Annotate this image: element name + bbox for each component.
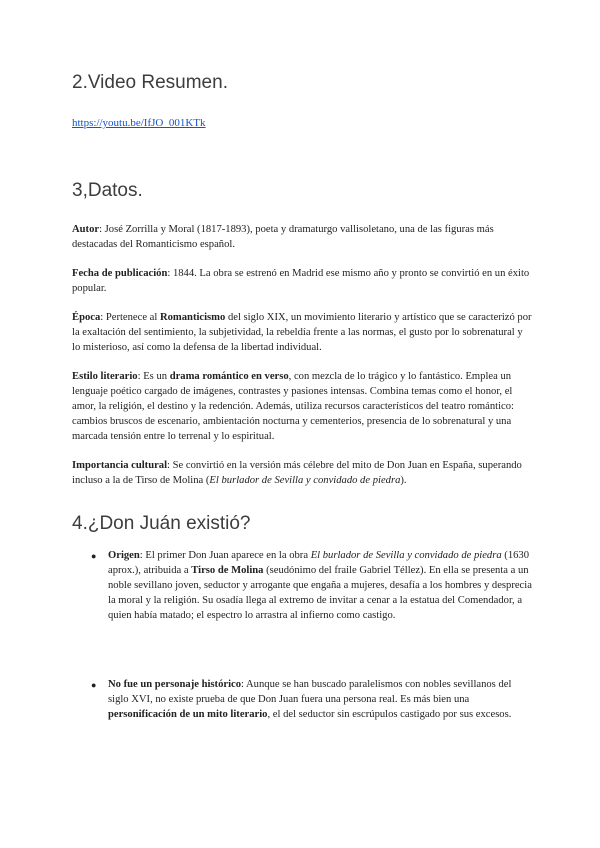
heading-don-juan-existio: 4.¿Don Juán existió? <box>72 513 251 534</box>
bold-drama-romantico: drama romántico en verso <box>169 371 289 382</box>
bold-tirso: Tirso de Molina <box>191 565 264 576</box>
italic-burlador-2: El burlador de Sevilla y convidado de piedra <box>310 550 502 561</box>
paragraph-importancia <box>72 458 532 488</box>
bullet-origen <box>108 548 532 623</box>
text-estilo-2: , con mezcla de lo trágico y lo fantástico. Emplea un lenguaje poético cargado de imágenes, contrastes y pasiones intensas. Combina temas como el honor, el amor, la religión, el destino y la redención. Además, utiliza recursos característicos del teatro romántico: cambios bruscos de escenario, ambientación nocturna y cementerios, presencia de lo sobrenatural y una marcada tensión entre lo terrenal y lo espiritual. <box>72 371 514 442</box>
bold-personificacion: personificación de un mito literario <box>108 709 268 720</box>
bold-romanticismo: Romanticismo <box>159 312 226 323</box>
label-fecha: Fecha de publicación <box>72 268 168 279</box>
label-no-historico: No fue un personaje histórico <box>108 679 242 690</box>
youtube-link[interactable]: https://youtu.be/IfJO_001KTk <box>72 117 206 129</box>
text-autor: : José Zorrilla y Moral (1817-1893), poeta y dramaturgo vallisoletano, una de las figuras más destacadas del Romanticismo español. <box>72 224 494 250</box>
label-epoca: Época <box>72 312 101 323</box>
paragraph-fecha <box>72 266 532 296</box>
text-origen-2: (1630 aprox.), atribuida a <box>108 550 530 576</box>
paragraph-epoca <box>72 310 532 355</box>
text-importancia-1: : Se convirtió en la versión más célebre del mito de Don Juan en España, superando incluso a la de Tirso de Molina ( <box>72 460 522 486</box>
heading-datos: 3,Datos. <box>72 180 143 201</box>
paragraph-autor <box>72 222 532 252</box>
text-origen-1: : El primer Don Juan aparece en la obra <box>139 550 311 561</box>
bullet-icon: ● <box>91 551 97 561</box>
text-epoca-1: : Pertenece al <box>100 312 160 323</box>
bullet-no-historico <box>108 677 532 722</box>
heading-video-resumen: 2.Video Resumen. <box>72 72 228 93</box>
italic-burlador: El burlador de Sevilla y convidado de piedra <box>209 475 401 486</box>
label-autor: Autor <box>72 224 100 235</box>
text-origen-3: (seudónimo del fraile Gabriel Téllez). En ella se presenta a un noble sevillano joven, seductor y arrogante que engaña a mujeres, desafía a los hombres y desprecia la moral y la religión. Su osadía llega al extremo de invitar a cenar a la estatua del Comendador, a quien había matado; el espectro lo arrastra al infierno como castigo. <box>108 565 532 621</box>
label-estilo: Estilo literario <box>72 371 138 382</box>
text-fecha: : 1844. La obra se estrenó en Madrid ese mismo año y pronto se convirtió en un éxito popular. <box>72 268 530 294</box>
label-importancia: Importancia cultural <box>72 460 168 471</box>
text-importancia-2: ). <box>400 475 407 486</box>
bullet-icon: ● <box>91 680 97 690</box>
paragraph-estilo <box>72 369 532 444</box>
text-estilo-1: : Es un <box>137 371 170 382</box>
text-no-historico-2: , el del seductor sin escrúpulos castigado por sus excesos. <box>267 709 512 720</box>
text-epoca-2: del siglo XIX, un movimiento literario y artístico que se caracterizó por la exaltación del sentimiento, la subjetividad, la rebeldía frente a las normas, el gusto por lo sobrenatural y lo misterioso, así como la defensa de la libertad individual. <box>72 312 532 353</box>
text-no-historico-1: : Aunque se han buscado paralelismos con nobles sevillanos del siglo XVI, no existe prueba de que Don Juan fuera una persona real. Es más bien una <box>108 679 512 705</box>
label-origen: Origen <box>108 550 140 561</box>
